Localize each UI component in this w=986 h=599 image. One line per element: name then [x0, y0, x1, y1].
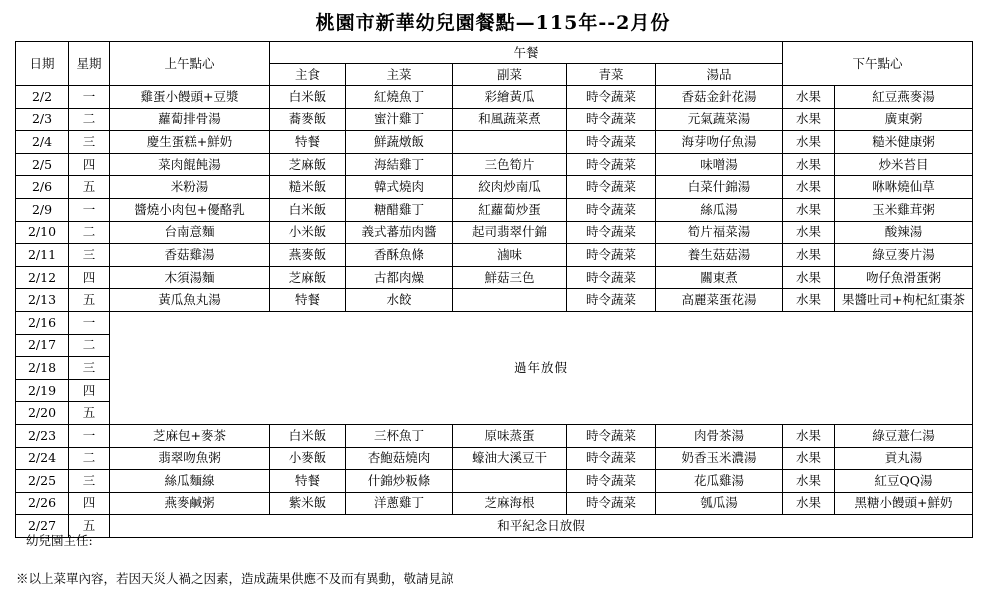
menu-date: 2/27 — [16, 515, 69, 538]
table-row — [16, 492, 973, 515]
afternoon-fruit: 水果 — [783, 153, 835, 176]
header-morning-snack: 上午點心 — [110, 42, 270, 86]
morning-snack: 絲瓜麵線 — [110, 470, 270, 493]
menu-weekday: 二 — [69, 334, 110, 357]
menu-date: 2/17 — [16, 334, 69, 357]
lunch-side: 和風蔬菜煮 — [453, 108, 567, 131]
morning-snack: 雞蛋小饅頭+豆漿 — [110, 86, 270, 109]
lunch-vegetable: 時令蔬菜 — [567, 153, 656, 176]
menu-weekday: 五 — [69, 289, 110, 312]
menu-date: 2/26 — [16, 492, 69, 515]
morning-snack: 香菇雞湯 — [110, 244, 270, 267]
table-row — [16, 198, 973, 221]
menu-date: 2/18 — [16, 357, 69, 380]
menu-weekday: 三 — [69, 244, 110, 267]
lunch-soup: 瓠瓜湯 — [656, 492, 783, 515]
table-row — [16, 131, 973, 154]
menu-weekday: 三 — [69, 470, 110, 493]
afternoon-snack: 糙米健康粥 — [835, 131, 973, 154]
lunch-vegetable: 時令蔬菜 — [567, 198, 656, 221]
lunch-side: 三色筍片 — [453, 153, 567, 176]
lunch-staple: 白米飯 — [270, 198, 346, 221]
lunch-vegetable: 時令蔬菜 — [567, 221, 656, 244]
lunch-soup: 海芽吻仔魚湯 — [656, 131, 783, 154]
menu-weekday: 五 — [69, 515, 110, 538]
table-row — [16, 266, 973, 289]
lunch-soup: 關東煮 — [656, 266, 783, 289]
menu-weekday: 一 — [69, 86, 110, 109]
afternoon-fruit: 水果 — [783, 424, 835, 447]
header-afternoon-snack: 下午點心 — [783, 42, 973, 86]
lunch-vegetable: 時令蔬菜 — [567, 176, 656, 199]
table-row — [16, 153, 973, 176]
table-row — [16, 311, 973, 334]
header-lunch: 午餐 — [270, 42, 783, 64]
menu-weekday: 二 — [69, 108, 110, 131]
menu-date: 2/6 — [16, 176, 69, 199]
afternoon-snack: 黑糖小饅頭+鮮奶 — [835, 492, 973, 515]
lunch-main: 香酥魚條 — [346, 244, 453, 267]
morning-snack: 木須湯麵 — [110, 266, 270, 289]
lunch-vegetable: 時令蔬菜 — [567, 470, 656, 493]
menu-date: 2/20 — [16, 402, 69, 425]
lunch-side — [453, 131, 567, 154]
afternoon-snack: 紅豆QQ湯 — [835, 470, 973, 493]
afternoon-fruit: 水果 — [783, 176, 835, 199]
morning-snack: 燕麥鹹粥 — [110, 492, 270, 515]
lunch-main: 義式蕃茄肉醬 — [346, 221, 453, 244]
table-row — [16, 244, 973, 267]
lunch-soup: 花瓜雞湯 — [656, 470, 783, 493]
lunch-soup: 元氣蔬菜湯 — [656, 108, 783, 131]
header-weekday: 星期 — [69, 42, 110, 86]
lunch-main: 什錦炒粄條 — [346, 470, 453, 493]
menu-table — [15, 41, 973, 538]
afternoon-fruit: 水果 — [783, 131, 835, 154]
menu-weekday: 三 — [69, 131, 110, 154]
lunch-side: 蠔油大溪豆干 — [453, 447, 567, 470]
lunch-soup: 白菜什錦湯 — [656, 176, 783, 199]
menu-date: 2/9 — [16, 198, 69, 221]
menu-weekday: 五 — [69, 402, 110, 425]
afternoon-fruit: 水果 — [783, 289, 835, 312]
table-row — [16, 176, 973, 199]
afternoon-fruit: 水果 — [783, 86, 835, 109]
lunch-side — [453, 289, 567, 312]
afternoon-fruit: 水果 — [783, 198, 835, 221]
header-vegetable: 青菜 — [567, 64, 656, 86]
menu-date: 2/13 — [16, 289, 69, 312]
menu-date: 2/19 — [16, 379, 69, 402]
lunch-main: 紅燒魚丁 — [346, 86, 453, 109]
lunch-side: 滷味 — [453, 244, 567, 267]
afternoon-snack: 咻咻燒仙草 — [835, 176, 973, 199]
table-row — [16, 221, 973, 244]
menu-date: 2/16 — [16, 311, 69, 334]
afternoon-snack: 廣東粥 — [835, 108, 973, 131]
menu-weekday: 二 — [69, 221, 110, 244]
afternoon-fruit: 水果 — [783, 244, 835, 267]
lunch-vegetable: 時令蔬菜 — [567, 131, 656, 154]
lunch-main: 洋蔥雞丁 — [346, 492, 453, 515]
lunch-side: 鮮菇三色 — [453, 266, 567, 289]
afternoon-fruit: 水果 — [783, 470, 835, 493]
lunch-main: 海結雞丁 — [346, 153, 453, 176]
table-row — [16, 289, 973, 312]
menu-date: 2/2 — [16, 86, 69, 109]
lunch-staple: 蕎麥飯 — [270, 108, 346, 131]
lunch-main: 蜜汁雞丁 — [346, 108, 453, 131]
menu-note: ※以上菜單內容，若因天災人禍之因素，造成蔬果供應不及而有異動，敬請見諒 — [16, 571, 454, 586]
table-row — [16, 108, 973, 131]
afternoon-snack: 酸辣湯 — [835, 221, 973, 244]
menu-date: 2/11 — [16, 244, 69, 267]
morning-snack: 菜肉餛飩湯 — [110, 153, 270, 176]
lunch-side: 起司翡翠什錦 — [453, 221, 567, 244]
menu-date: 2/12 — [16, 266, 69, 289]
lunch-main: 三杯魚丁 — [346, 424, 453, 447]
menu-weekday: 四 — [69, 153, 110, 176]
header-side-dish: 副菜 — [453, 64, 567, 86]
lunch-soup: 香菇金針花湯 — [656, 86, 783, 109]
menu-date: 2/24 — [16, 447, 69, 470]
lunch-soup: 味噌湯 — [656, 153, 783, 176]
lunch-vegetable: 時令蔬菜 — [567, 289, 656, 312]
director-signature-label: 幼兒園主任: — [26, 533, 93, 548]
morning-snack: 蘿蔔排骨湯 — [110, 108, 270, 131]
afternoon-snack: 吻仔魚滑蛋粥 — [835, 266, 973, 289]
lunch-vegetable: 時令蔬菜 — [567, 244, 656, 267]
morning-snack: 芝麻包+麥茶 — [110, 424, 270, 447]
lunch-staple: 特餐 — [270, 470, 346, 493]
lunch-staple: 紫米飯 — [270, 492, 346, 515]
lunch-vegetable: 時令蔬菜 — [567, 492, 656, 515]
lunch-side: 彩繪黃瓜 — [453, 86, 567, 109]
holiday-notice: 過年放假 — [110, 311, 973, 424]
lunch-staple: 特餐 — [270, 289, 346, 312]
lunch-staple: 白米飯 — [270, 424, 346, 447]
menu-body — [16, 86, 973, 538]
afternoon-snack: 貢丸湯 — [835, 447, 973, 470]
afternoon-snack: 果醬吐司+枸杞紅棗茶 — [835, 289, 973, 312]
lunch-main: 韓式燒肉 — [346, 176, 453, 199]
header-main-dish: 主菜 — [346, 64, 453, 86]
lunch-soup: 養生菇菇湯 — [656, 244, 783, 267]
header-staple: 主食 — [270, 64, 346, 86]
morning-snack: 慶生蛋糕+鮮奶 — [110, 131, 270, 154]
lunch-staple: 小米飯 — [270, 221, 346, 244]
lunch-staple: 芝麻飯 — [270, 266, 346, 289]
lunch-staple: 特餐 — [270, 131, 346, 154]
afternoon-fruit: 水果 — [783, 108, 835, 131]
page-title: 桃園市新華幼兒園餐點—115年--2月份 — [315, 12, 671, 34]
morning-snack: 醬燒小肉包+優酪乳 — [110, 198, 270, 221]
menu-weekday: 一 — [69, 424, 110, 447]
menu-weekday: 三 — [69, 357, 110, 380]
lunch-main: 古都肉燥 — [346, 266, 453, 289]
holiday-notice: 和平紀念日放假 — [110, 515, 973, 538]
menu-weekday: 四 — [69, 492, 110, 515]
afternoon-snack: 綠豆薏仁湯 — [835, 424, 973, 447]
menu-weekday: 四 — [69, 266, 110, 289]
lunch-side: 絞肉炒南瓜 — [453, 176, 567, 199]
morning-snack: 黃瓜魚丸湯 — [110, 289, 270, 312]
lunch-soup: 筍片福菜湯 — [656, 221, 783, 244]
morning-snack: 台南意麵 — [110, 221, 270, 244]
afternoon-fruit: 水果 — [783, 221, 835, 244]
lunch-main: 杏鮑菇燒肉 — [346, 447, 453, 470]
lunch-side: 芝麻海根 — [453, 492, 567, 515]
table-row — [16, 424, 973, 447]
afternoon-fruit: 水果 — [783, 447, 835, 470]
table-row — [16, 470, 973, 493]
menu-date: 2/5 — [16, 153, 69, 176]
lunch-soup: 奶香玉米濃湯 — [656, 447, 783, 470]
header-soup: 湯品 — [656, 64, 783, 86]
lunch-soup: 絲瓜湯 — [656, 198, 783, 221]
menu-weekday: 四 — [69, 379, 110, 402]
lunch-soup: 高麗菜蛋花湯 — [656, 289, 783, 312]
morning-snack: 米粉湯 — [110, 176, 270, 199]
lunch-side — [453, 470, 567, 493]
menu-weekday: 一 — [69, 198, 110, 221]
afternoon-fruit: 水果 — [783, 492, 835, 515]
menu-date: 2/25 — [16, 470, 69, 493]
menu-date: 2/23 — [16, 424, 69, 447]
menu-weekday: 五 — [69, 176, 110, 199]
menu-date: 2/3 — [16, 108, 69, 131]
afternoon-snack: 玉米雞茸粥 — [835, 198, 973, 221]
menu-weekday: 一 — [69, 311, 110, 334]
lunch-staple: 芝麻飯 — [270, 153, 346, 176]
lunch-staple: 燕麥飯 — [270, 244, 346, 267]
table-row — [16, 447, 973, 470]
lunch-staple: 白米飯 — [270, 86, 346, 109]
lunch-staple: 糙米飯 — [270, 176, 346, 199]
lunch-vegetable: 時令蔬菜 — [567, 266, 656, 289]
table-row — [16, 515, 973, 538]
lunch-vegetable: 時令蔬菜 — [567, 108, 656, 131]
lunch-vegetable: 時令蔬菜 — [567, 86, 656, 109]
menu-date: 2/10 — [16, 221, 69, 244]
afternoon-snack: 炒米苔目 — [835, 153, 973, 176]
header-date: 日期 — [16, 42, 69, 86]
afternoon-snack: 紅豆燕麥湯 — [835, 86, 973, 109]
table-row — [16, 86, 973, 109]
morning-snack: 翡翠吻魚粥 — [110, 447, 270, 470]
lunch-vegetable: 時令蔬菜 — [567, 447, 656, 470]
lunch-main: 水餃 — [346, 289, 453, 312]
menu-weekday: 二 — [69, 447, 110, 470]
lunch-side: 紅蘿蔔炒蛋 — [453, 198, 567, 221]
lunch-main: 糖醋雞丁 — [346, 198, 453, 221]
lunch-main: 鮮蔬燉飯 — [346, 131, 453, 154]
menu-date: 2/4 — [16, 131, 69, 154]
lunch-soup: 肉骨茶湯 — [656, 424, 783, 447]
lunch-vegetable: 時令蔬菜 — [567, 424, 656, 447]
lunch-side: 原味蒸蛋 — [453, 424, 567, 447]
lunch-staple: 小麥飯 — [270, 447, 346, 470]
afternoon-fruit: 水果 — [783, 266, 835, 289]
afternoon-snack: 綠豆麥片湯 — [835, 244, 973, 267]
